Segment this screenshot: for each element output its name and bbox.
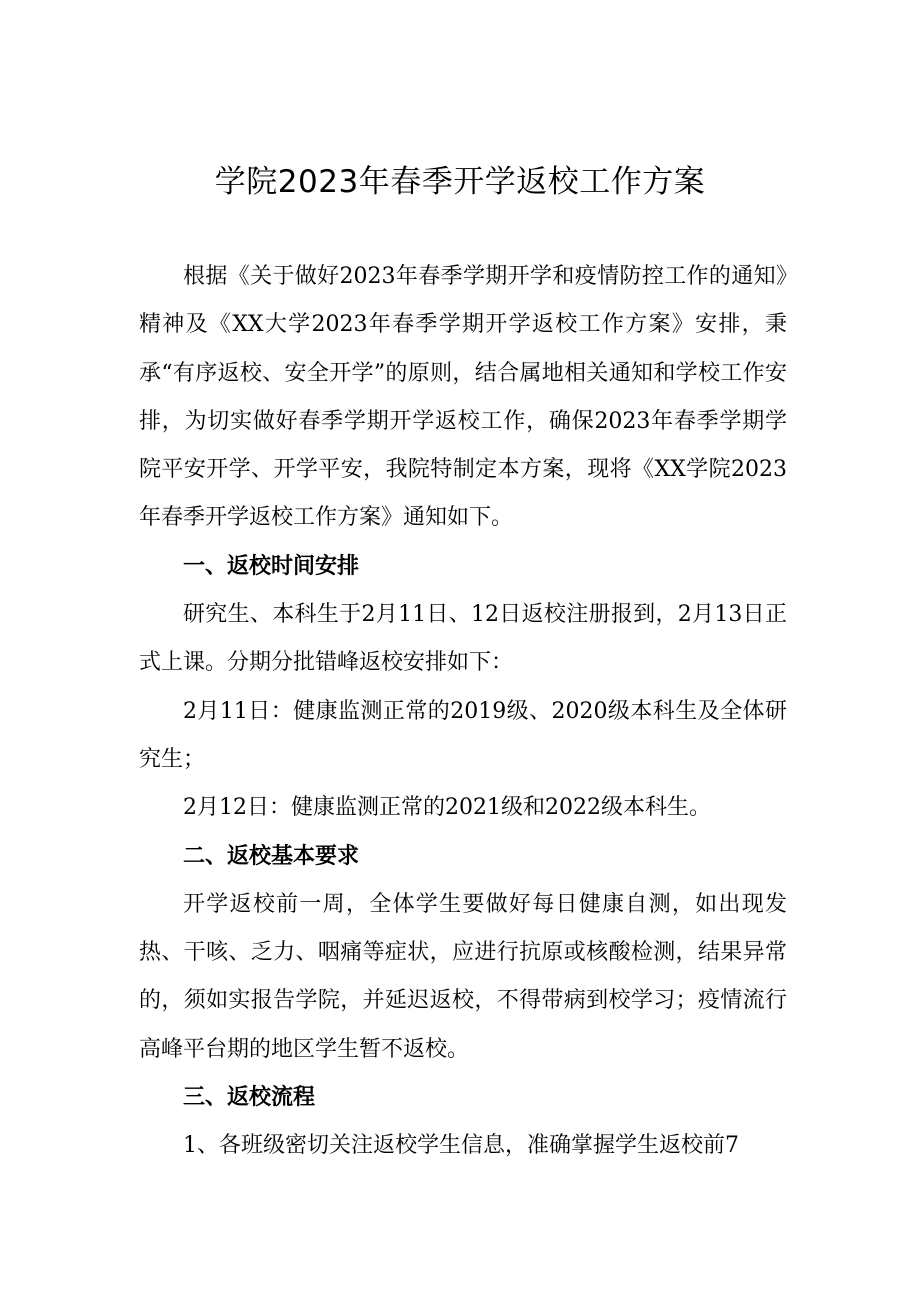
schedule-paragraph-1: 研究生、本科生于2月11日、12日返校注册报到，2月13日正式上课。分期分批错峰返校安排如下： [139, 602, 787, 676]
schedule-paragraph-2: 2月11日：健康监测正常的2019级、2020级本科生及全体研究生； [139, 698, 787, 772]
section-heading-schedule: 一、返校时间安排 [183, 553, 360, 579]
schedule-paragraph-3: 2月12日：健康监测正常的2021级和2022级本科生。 [183, 795, 711, 821]
document-body [139, 253, 787, 1171]
intro-paragraph: 根据《关于做好2023年春季学期开学和疫情防控工作的通知》精神及《XX大学2023年春季学期开学返校工作方案》安排，秉承“有序返校、安全开学”的原则，结合属地相关通知和学校工作安排，为切实做好春季学期开学返校工作，确保2023年春季学期学院平安开学、开学平安，我院特制定本方案，现将《XX学院2023年春季开学返校工作方案》通知如下。 [139, 264, 787, 531]
requirements-paragraph-1: 开学返校前一周，全体学生要做好每日健康自测，如出现发热、干咳、乏力、咽痛等症状，应进行抗原或核酸检测，结果异常的，须如实报告学院，并延迟返校，不得带病到校学习；疫情流行高峰平台期的地区学生暂不返校。 [139, 891, 787, 1062]
section-heading-requirements: 二、返校基本要求 [183, 843, 360, 869]
process-paragraph-1: 1、各班级密切关注返校学生信息，准确掌握学生返校前7 [183, 1133, 739, 1159]
section-heading-process: 三、返校流程 [183, 1085, 316, 1111]
document-title: 学院2023年春季开学返校工作方案 [214, 164, 706, 200]
